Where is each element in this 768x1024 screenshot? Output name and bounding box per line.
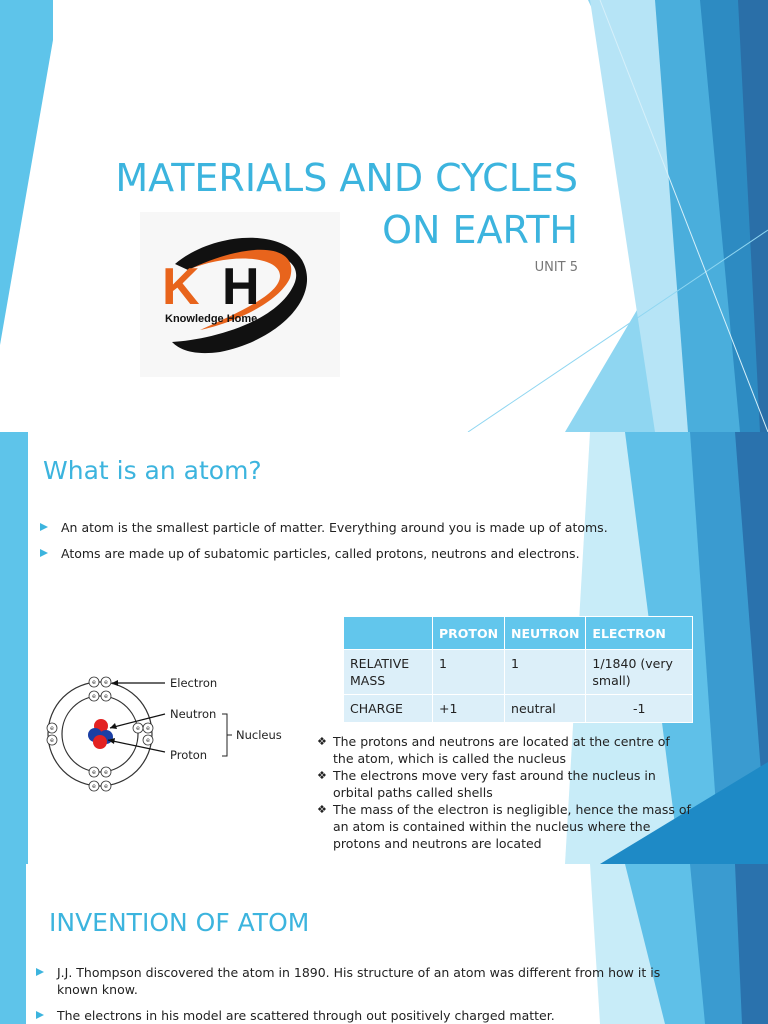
electron-label: Electron [170,676,218,690]
slide-title [0,0,768,432]
bullet-list [40,519,640,571]
svg-text:e: e [146,725,150,732]
column-header: NEUTRON [505,617,586,650]
list-item: Atoms are made up of subatomic particles, called protons, neutrons and electrons. [40,545,640,562]
list-item: ❖ The mass of the electron is negligible, hence the mass of an atom is contained within the nucleus where the protons and neutrons are located [317,802,691,851]
diamond-bullet-icon: ❖ [317,803,327,816]
svg-text:e: e [104,783,108,790]
svg-text:e: e [146,737,150,744]
table-cell: -1 [586,695,693,723]
column-header: PROTON [433,617,505,650]
svg-text:e: e [92,679,96,686]
section-title: INVENTION OF ATOM [49,908,310,937]
list-item: ❖ The electrons move very fast around the nucleus in orbital paths called shells [317,768,656,800]
page-title: MATERIALS AND CYCLES ON EARTH [115,156,578,252]
bullet-triangle-icon [40,523,48,531]
list-item: J.J. Thompson discovered the atom in 1890. His structure of an atom was different from how it is known know. [36,964,696,998]
nucleus-label: Nucleus [236,728,282,742]
table-cell: +1 [433,695,505,723]
diamond-bullet-icon: ❖ [317,769,327,782]
logo [140,212,340,377]
table-row [344,695,693,723]
table-cell: 1/1840 (very small) [586,650,693,695]
page-subtitle: UNIT 5 [534,260,578,275]
svg-text:e: e [92,783,96,790]
bullet-list [36,964,696,1024]
table-cell: 1 [433,650,505,695]
list-item: ❖ The protons and neutrons are located at the centre of the atom, which is called the nucleus [317,734,670,766]
section-title: What is an atom? [43,456,262,485]
svg-text:e: e [92,693,96,700]
table-cell: CHARGE [344,695,433,723]
table-row [344,650,693,695]
svg-text:e: e [104,693,108,700]
svg-text:e: e [136,725,140,732]
notes-list [317,733,692,852]
logo-k: K [162,258,200,316]
atom-diagram [40,662,300,796]
svg-text:e: e [50,725,54,732]
column-header: ELECTRON [586,617,693,650]
logo-h: H [222,258,260,316]
particle-table [343,616,693,723]
svg-text:e: e [104,769,108,776]
diamond-bullet-icon: ❖ [317,735,327,748]
slide-atom [0,432,768,864]
list-item: The electrons in his model are scattered through out positively charged matter. [36,1007,696,1024]
list-item: An atom is the smallest particle of matter. Everything around you is made up of atoms. [40,519,640,536]
neutron-label: Neutron [170,707,217,721]
logo-text: Knowledge Home [165,313,258,325]
table-cell: RELATIVE MASS [344,650,433,695]
column-header [344,617,433,650]
table-cell: neutral [505,695,586,723]
proton-label: Proton [170,748,208,762]
svg-text:e: e [92,769,96,776]
bullet-triangle-icon [36,1011,44,1019]
svg-text:e: e [104,679,108,686]
svg-text:e: e [50,737,54,744]
bullet-triangle-icon [36,968,44,976]
bullet-triangle-icon [40,549,48,557]
table-header-row [344,617,693,650]
slide-invention [0,864,768,1024]
table-cell: 1 [505,650,586,695]
